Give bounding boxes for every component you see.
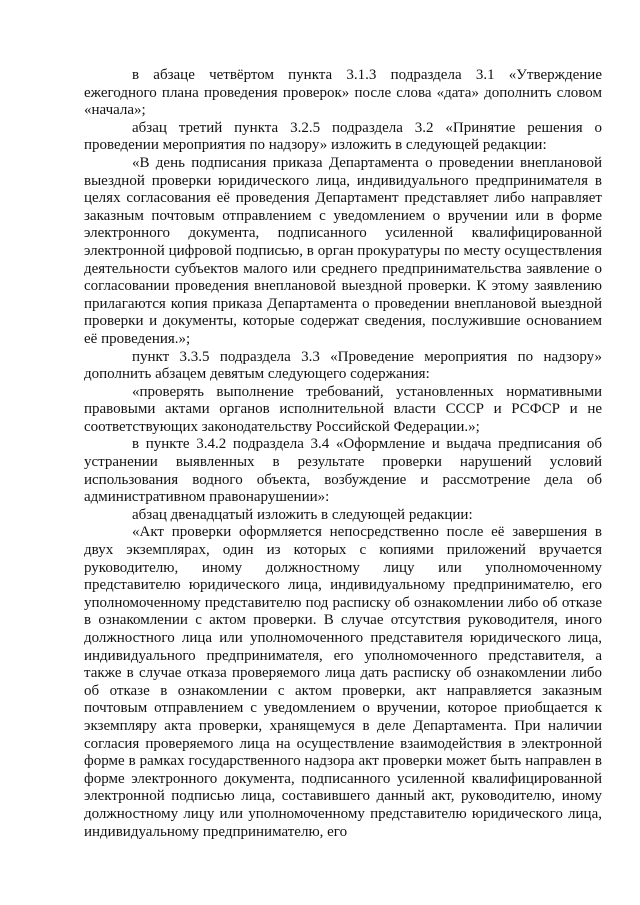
paragraph-6: в пункте 3.4.2 подраздела 3.4 «Оформление и выдача предписания об устранении выявленных в результате проверки нарушений условий использования водного объекта, возбуждение и рассмотрение дела об административном правонарушении»: — [84, 436, 602, 506]
paragraph-2: абзац третий пункта 3.2.5 подраздела 3.2 «Принятие решения о проведении мероприятия по надзору» изложить в следующей редакции: — [84, 119, 602, 154]
document-body — [84, 67, 602, 841]
paragraph-4: пункт 3.3.5 подраздела 3.3 «Проведение мероприятия по надзору» дополнить абзацем девятым следующего содержания: — [84, 348, 602, 383]
paragraph-8: «Акт проверки оформляется непосредственно после её завершения в двух экземплярах, один из которых с копиями приложений вручается руководителю, иному должностному лицу или уполномоченному представителю юридического лица, индивидуальному предпринимателю, его уполномоченному представителю под расписку об ознакомлении либо об отказе в ознакомлении с актом проверки. В случае отсутствия руководителя, иного должностного лица или уполномоченного представителя юридического лица, индивидуального предпринимателя, его уполномоченного представителя, а также в случае отказа проверяемого лица дать расписку об ознакомлении либо об отказе в ознакомлении с актом проверки, акт направляется заказным почтовым отправлением с уведомлением о вручении, которое приобщается к экземпляру акта проверки, хранящемуся в деле Департамента. При наличии согласия проверяемого лица на осуществление взаимодействия в электронной форме в рамках государственного надзора акт проверки может быть направлен в форме электронного документа, подписанного усиленной квалифицированной электронной подписью лица, составившего данный акт, руководителю, иному должностному лицу или уполномоченному представителю юридического лица, индивидуальному предпринимателю, его — [84, 524, 602, 840]
paragraph-3: «В день подписания приказа Департамента о проведении внеплановой выездной проверки юридического лица, индивидуального предпринимателя в целях согласования её проведения Департамент представляет либо направляет заказным почтовым отправлением с уведомлением о вручении или в форме электронного документа, подписанного усиленной квалифицированной электронной цифровой подписью, в орган прокуратуры по месту осуществления деятельности субъектов малого или среднего предпринимательства заявление о согласовании проведения внеплановой выездной проверки. К этому заявлению прилагаются копия приказа Департамента о проведении внеплановой выездной проверки и документы, которые содержат сведения, послужившие основанием её проведения.»; — [84, 154, 602, 347]
paragraph-1: в абзаце четвёртом пункта 3.1.3 подраздела 3.1 «Утверждение ежегодного плана проведения проверок» после слова «дата» дополнить словом «начала»; — [84, 67, 602, 119]
paragraph-5: «проверять выполнение требований, установленных нормативными правовыми актами органов исполнительной власти СССР и РСФСР и не соответствующих законодательству Российской Федерации.»; — [84, 383, 602, 435]
paragraph-7: абзац двенадцатый изложить в следующей редакции: — [132, 506, 473, 523]
